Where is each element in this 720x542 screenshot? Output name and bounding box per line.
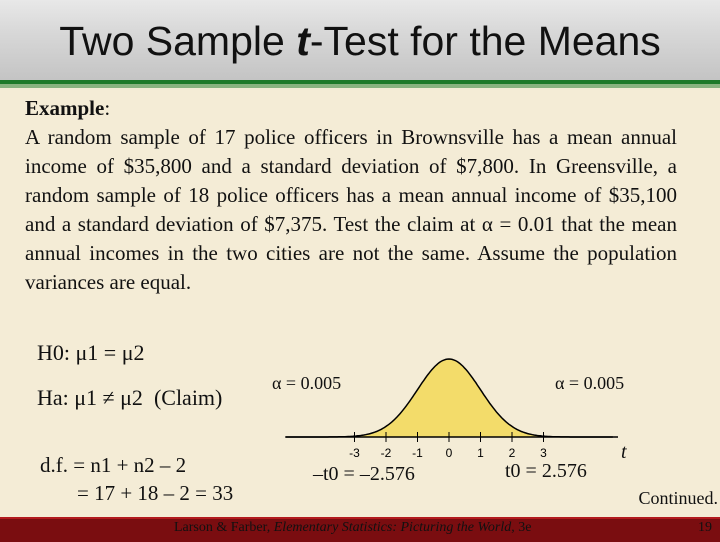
continued-label: Continued. (638, 488, 718, 508)
tick-label: 2 (508, 446, 516, 460)
footer-citation: Larson & Farber, Elementary Statistics: Picturing the World, 3e (174, 520, 532, 535)
null-hypothesis: H0: μ1 = μ2 (37, 340, 145, 365)
alternative-hypothesis: Ha: μ1 ≠ μ2 (Claim) (37, 385, 223, 410)
tick-label: 1 (477, 446, 484, 460)
right-alpha-label: α = 0.005 (555, 373, 625, 393)
claim-label: (Claim) (153, 385, 223, 410)
tick-label: -1 (412, 446, 423, 460)
t-axis-variable: t (621, 441, 627, 463)
slide-title: Two Sample t-Test for the Means (59, 18, 661, 64)
left-alpha-label: α = 0.005 (272, 373, 342, 393)
example-text: Example: A random sample of 17 police officers in Brownsville has a mean annual income of $35,800 and a standard deviation of $7,800. In Greensville, a random sample of 18 police officers has a mean annual income of $35,100 and a standard deviation of $7,375. Test the claim at α = 0.01 that the mean annual incomes in the two cities are not the same. Assume the population variances are equal. (25, 96, 677, 294)
rejection-curve-fill (285, 359, 613, 437)
example-heading: Example (25, 96, 105, 120)
tick-label: 0 (445, 446, 453, 460)
tick-label: 3 (540, 446, 547, 460)
tick-label: -2 (380, 446, 392, 460)
right-critical-value: t0 = 2.576 (505, 460, 587, 482)
tick-label: -3 (349, 446, 360, 460)
page-number: 19 (698, 520, 712, 535)
df-line-2: = 17 + 18 – 2 = 33 (77, 481, 234, 505)
df-line-1: d.f. = n1 + n2 – 2 (40, 453, 187, 477)
left-critical-value: –t0 = –2.576 (313, 463, 415, 485)
example-body: A random sample of 17 police officers in Brownsville has a mean annual income of $35,800 and a standard deviation of $7,800. In Greensville, a random sample of 18 police officers has a mean annual income of $35,100 and a standard deviation of $7,375. Test the claim at α = 0.01 that the mean annual incomes in the two cities are not the same. Assume the population variances are equal. (25, 125, 677, 294)
